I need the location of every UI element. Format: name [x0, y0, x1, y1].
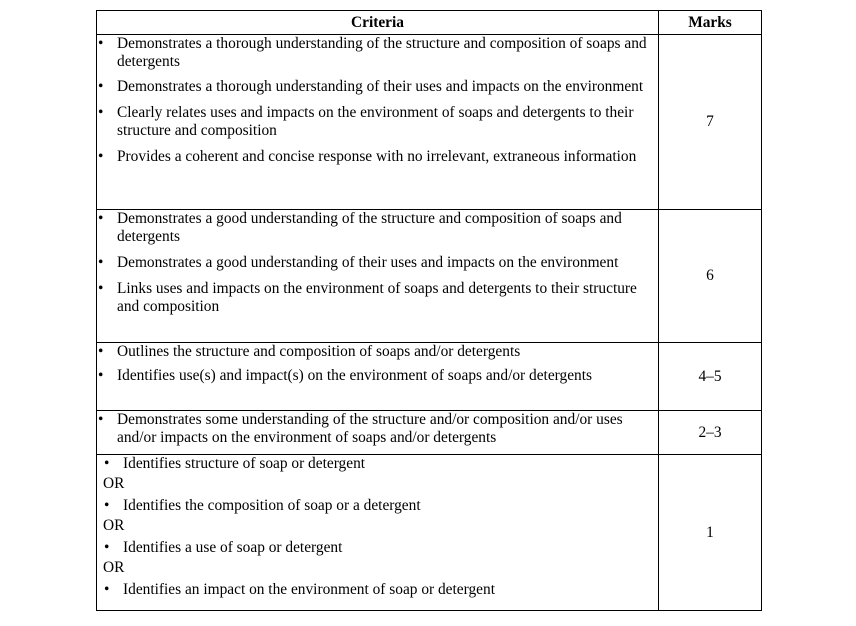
- table-row: [97, 35, 762, 210]
- criterion-item: • Identifies an impact on the environment of soap or detergent: [103, 581, 658, 599]
- table-row: [97, 210, 762, 343]
- criterion-item: • Demonstrates some understanding of the structure and/or composition and/or uses and/or impacts on the environment of soaps and/or detergents: [97, 411, 658, 447]
- or-separator: OR: [103, 517, 125, 534]
- table-row: [97, 411, 762, 455]
- criterion-item: • Clearly relates uses and impacts on the environment of soaps and detergents to their structure and composition: [97, 104, 658, 140]
- marks-header: Marks: [659, 11, 762, 35]
- criteria-cell: [97, 343, 659, 411]
- criterion-item: • Demonstrates a thorough understanding of the structure and composition of soaps and detergents: [97, 35, 658, 71]
- marks-cell: 1: [659, 455, 762, 611]
- criterion-item: • Identifies use(s) and impact(s) on the environment of soaps and/or detergents: [97, 367, 658, 385]
- marks-cell: 7: [659, 35, 762, 210]
- criteria-cell: [97, 411, 659, 455]
- table-row: [97, 343, 762, 411]
- criterion-item: • Outlines the structure and composition of soaps and/or detergents: [97, 343, 658, 361]
- marking-criteria-table: [96, 10, 762, 611]
- criteria-cell: [97, 35, 659, 210]
- table-header-row: [97, 11, 762, 35]
- or-separator: OR: [103, 475, 125, 492]
- marks-cell: 4–5: [659, 343, 762, 411]
- criterion-item: • Identifies the composition of soap or a detergent: [103, 497, 658, 515]
- marks-cell: 6: [659, 210, 762, 343]
- criterion-item: • Demonstrates a good understanding of their uses and impacts on the environment: [97, 254, 658, 272]
- criterion-item: • Demonstrates a good understanding of the structure and composition of soaps and detergents: [97, 210, 658, 246]
- criteria-header: Criteria: [97, 11, 659, 35]
- criteria-cell: [97, 210, 659, 343]
- criterion-item: • Identifies structure of soap or detergent: [103, 455, 658, 473]
- criteria-cell: [97, 455, 659, 611]
- criterion-item: • Provides a coherent and concise response with no irrelevant, extraneous information: [97, 148, 658, 166]
- criterion-item: • Demonstrates a thorough understanding of their uses and impacts on the environment: [97, 78, 658, 96]
- or-separator: OR: [103, 559, 125, 576]
- marks-cell: 2–3: [659, 411, 762, 455]
- criterion-item: • Identifies a use of soap or detergent: [103, 539, 658, 557]
- table-row: [97, 455, 762, 611]
- criterion-item: • Links uses and impacts on the environment of soaps and detergents to their structure and composition: [97, 280, 658, 316]
